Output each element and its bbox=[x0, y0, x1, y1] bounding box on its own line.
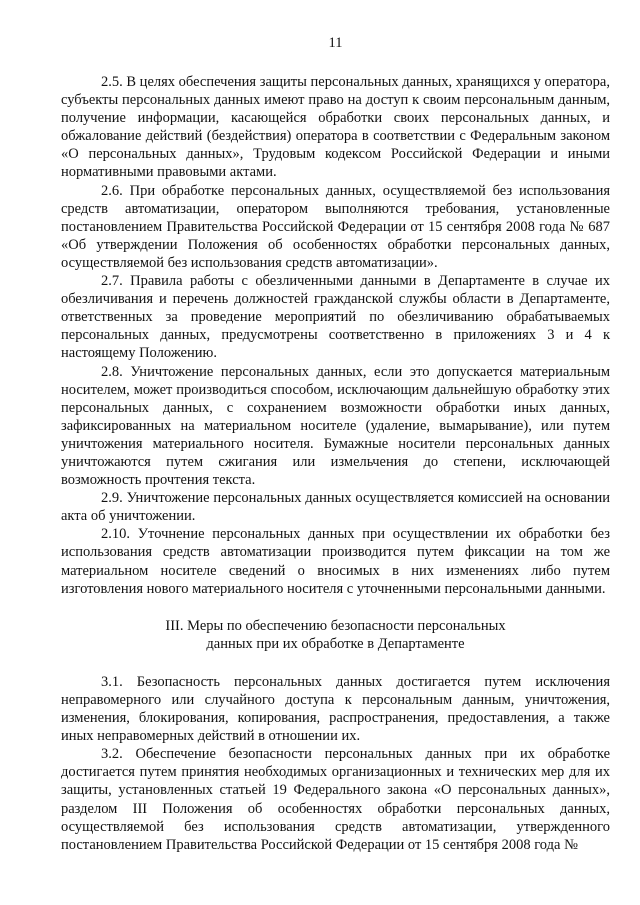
paragraph-3-2: 3.2. Обеспечение безопасности персональных данных при их обработке достигается путем принятия необходимых организационных и технических мер для их защиты, установленных статьей 19 Федерального закона «О персональных данных», разделом III Положения об особенностях обработки персональных данных, осуществляемой без использования средств автоматизации, утвержденного постановлением Правительства Российской Федерации от 15 сентября 2008 года № bbox=[61, 746, 610, 853]
page-number: 11 bbox=[328, 35, 343, 51]
section-heading-line-1: III. Меры по обеспечению безопасности персональных bbox=[165, 617, 506, 634]
section-heading-line-2: данных при их обработке в Департаменте bbox=[206, 635, 465, 652]
paragraph-2-10: 2.10. Уточнение персональных данных при осуществлении их обработки без использования средств автоматизации производится путем фиксации на том же материальном носителе сведений о вносимых в них изменениях либо путем изготовления нового материального носителя с уточненными персональными данными. bbox=[61, 526, 610, 597]
paragraph-2-6: 2.6. При обработке персональных данных, осуществляемой без использования средств автоматизации, оператором выполняются требования, установленные постановлением Правительства Российской Федерации от 15 сентября 2008 года № 687 «Об утверждении Положения об особенностях обработки персональных данных, осуществляемой без использования средств автоматизации». bbox=[61, 182, 610, 271]
paragraph-2-8: 2.8. Уничтожение персональных данных, если это допускается материальным носителем, может производиться способом, исключающим дальнейшую обработку этих персональных данных, с сохранением возможности обработки иных данных, зафиксированных на материальном носителе (удаление, вымарывание), или путем уничтожения материального носителя. Бумажные носители персональных данных уничтожаются путем сжигания или измельчения до степени, исключающей возможность прочтения текста. bbox=[61, 363, 610, 489]
paragraph-2-5: 2.5. В целях обеспечения защиты персональных данных, хранящихся у оператора, субъекты персональных данных имеют право на доступ к своим персональным данным, получение информации, касающейся обработки своих персональных данных, и обжалование действий (бездействия) оператора в соответствии с Федеральным законом «О персональных данных», Трудовым кодексом Российской Федерации и иными нормативными правовыми актами. bbox=[61, 74, 610, 181]
paragraph-3-1: 3.1. Безопасность персональных данных достигается путем исключения неправомерного или случайного доступа к персональным данным, уничтожения, изменения, блокирования, копирования, распространения, предоставления, а также иных неправомерных действий в отношении их. bbox=[61, 673, 610, 745]
paragraph-2-7: 2.7. Правила работы с обезличенными данными в Департаменте в случае их обезличивания и перечень должностей гражданской службы области в Департаменте, ответственных за проведение мероприятий по обезличиванию обрабатываемых персональных данных, предусмотрены соответственно в приложениях 3 и 4 к настоящему Положению. bbox=[61, 273, 610, 362]
paragraph-2-9: 2.9. Уничтожение персональных данных осуществляется комиссией на основании акта об уничтожении. bbox=[61, 490, 610, 525]
section-heading bbox=[61, 617, 610, 653]
